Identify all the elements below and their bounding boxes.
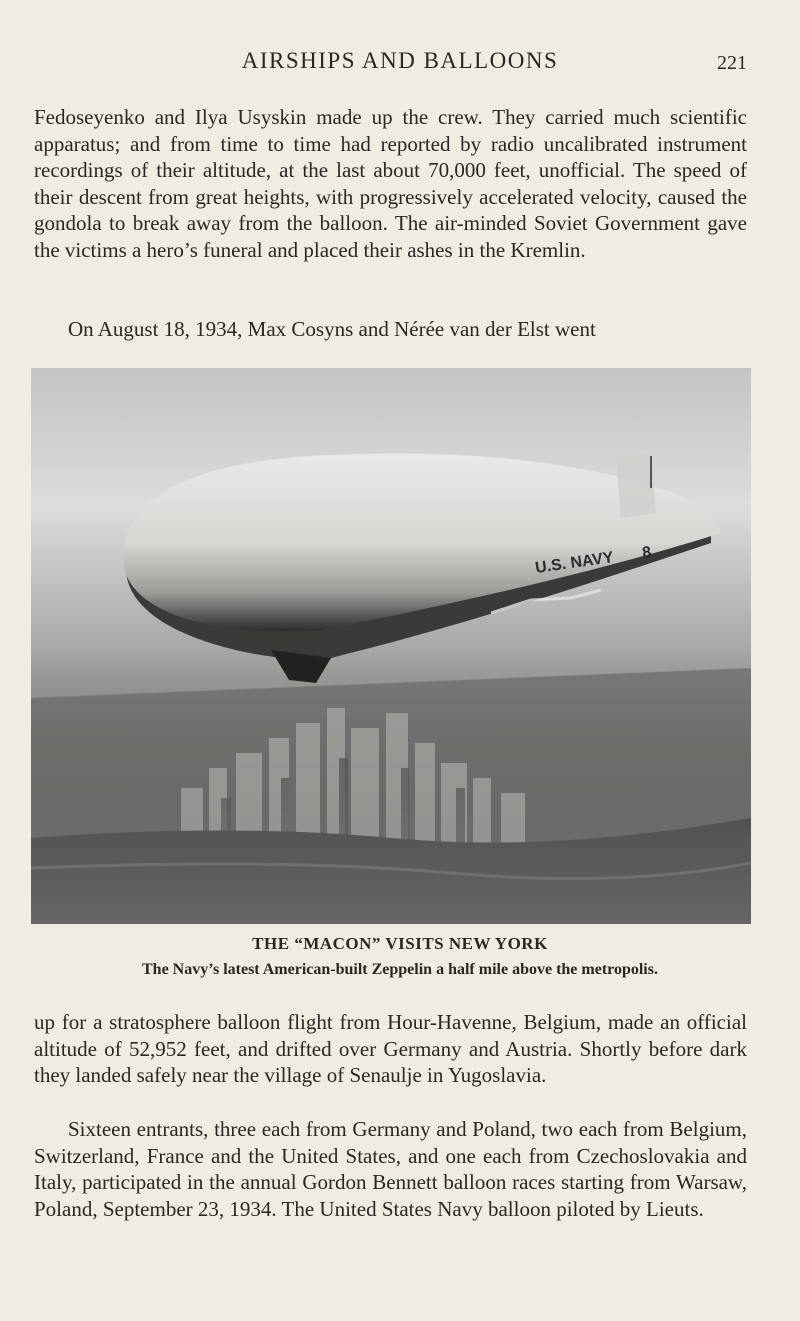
airship-over-city-illustration	[31, 368, 751, 924]
body-paragraph: Sixteen entrants, three each from Germany and Poland, two each from Belgium, Switzerland, France and the United States, and one each from Czechoslovakia and Italy, participated in the annual Gordon Bennett balloon races starting from Warsaw, Poland, September 23, 1934. The United States Navy balloon piloted by Lieuts.	[34, 1117, 747, 1221]
page-number: 221	[717, 52, 747, 74]
running-title: AIRSHIPS AND BALLOONS	[241, 48, 559, 73]
running-header	[0, 46, 800, 80]
body-paragraph: On August 18, 1934, Max Cosyns and Nérée van der Elst went	[68, 317, 596, 341]
body-paragraph: up for a stratosphere balloon flight from Hour-Havenne, Belgium, made an official altitude of 52,952 feet, and drifted over Germany and Austria. Shortly before dark they landed safely near the village of Senaulje in Yugoslavia.	[34, 1010, 747, 1088]
figure-caption-text: The Navy’s latest American-built Zeppelin a half mile above the metropolis.	[142, 961, 658, 978]
body-paragraph: Fedoseyenko and Ilya Usyskin made up the crew. They carried much scientific apparatus; and from time to time had reported by radio uncalibrated instrument recordings of their altitude, at the last about 70,000 feet, unofficial. The speed of their descent from great heights, with progressively accelerated velocity, caused the gondola to break away from the balloon. The air-minded Soviet Government gave the victims a hero’s funeral and placed their ashes in the Kremlin.	[34, 105, 747, 262]
hull-marking: U.S. NAVY	[534, 549, 615, 577]
airship-photograph	[31, 368, 751, 924]
figure-caption-title: THE “MACON” VISITS NEW YORK	[252, 934, 548, 953]
svg-text:8: 8	[641, 543, 653, 562]
